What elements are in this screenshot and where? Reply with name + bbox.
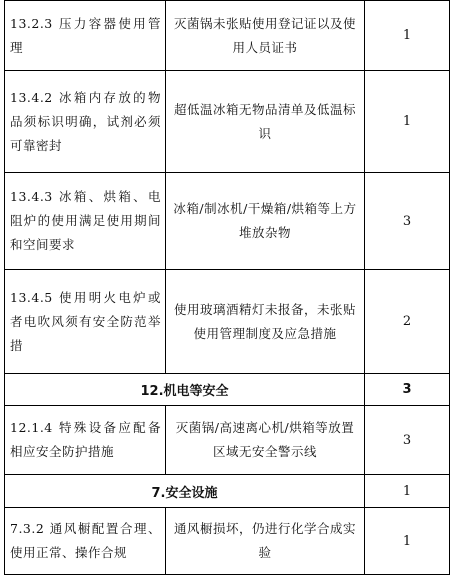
requirement-cell: 12.1.4 特殊设备应配备相应安全防护措施 [5, 406, 166, 475]
requirement-cell: 13.4.5 使用明火电炉或者电吹风须有安全防范举措 [5, 270, 166, 374]
score-cell: 1 [365, 508, 450, 575]
finding-cell: 冰箱/制冰机/干燥箱/烘箱等上方堆放杂物 [166, 173, 365, 270]
table-row [5, 406, 450, 475]
table-row [5, 270, 450, 374]
table-row [5, 71, 450, 173]
section-score: 3 [365, 374, 450, 406]
score-cell: 1 [365, 1, 450, 71]
section-title: 12.机电等安全 [5, 374, 365, 406]
table-row [5, 1, 450, 71]
finding-cell: 使用玻璃酒精灯未报备，未张贴使用管理制度及应急措施 [166, 270, 365, 374]
section-row [5, 475, 450, 508]
score-cell: 3 [365, 173, 450, 270]
finding-cell: 灭菌锅/高速离心机/烘箱等放置区域无安全警示线 [166, 406, 365, 475]
section-score: 1 [365, 475, 450, 508]
requirement-cell: 13.4.2 冰箱内存放的物品须标识明确，试剂必须可靠密封 [5, 71, 166, 173]
requirement-cell: 13.4.3 冰箱、烘箱、电阻炉的使用满足使用期间和空间要求 [5, 173, 166, 270]
score-cell: 3 [365, 406, 450, 475]
score-cell: 1 [365, 71, 450, 173]
requirement-cell: 7.3.2 通风橱配置合理、使用正常、操作合规 [5, 508, 166, 575]
score-cell: 2 [365, 270, 450, 374]
section-row [5, 374, 450, 406]
requirement-cell: 13.2.3 压力容器使用管理 [5, 1, 166, 71]
section-title: 7.安全设施 [5, 475, 365, 508]
table-row [5, 508, 450, 575]
inspection-table [4, 0, 450, 575]
finding-cell: 灭菌锅未张贴使用登记证以及使用人员证书 [166, 1, 365, 71]
finding-cell: 超低温冰箱无物品清单及低温标识 [166, 71, 365, 173]
finding-cell: 通风橱损坏，仍进行化学合成实验 [166, 508, 365, 575]
table-row [5, 173, 450, 270]
